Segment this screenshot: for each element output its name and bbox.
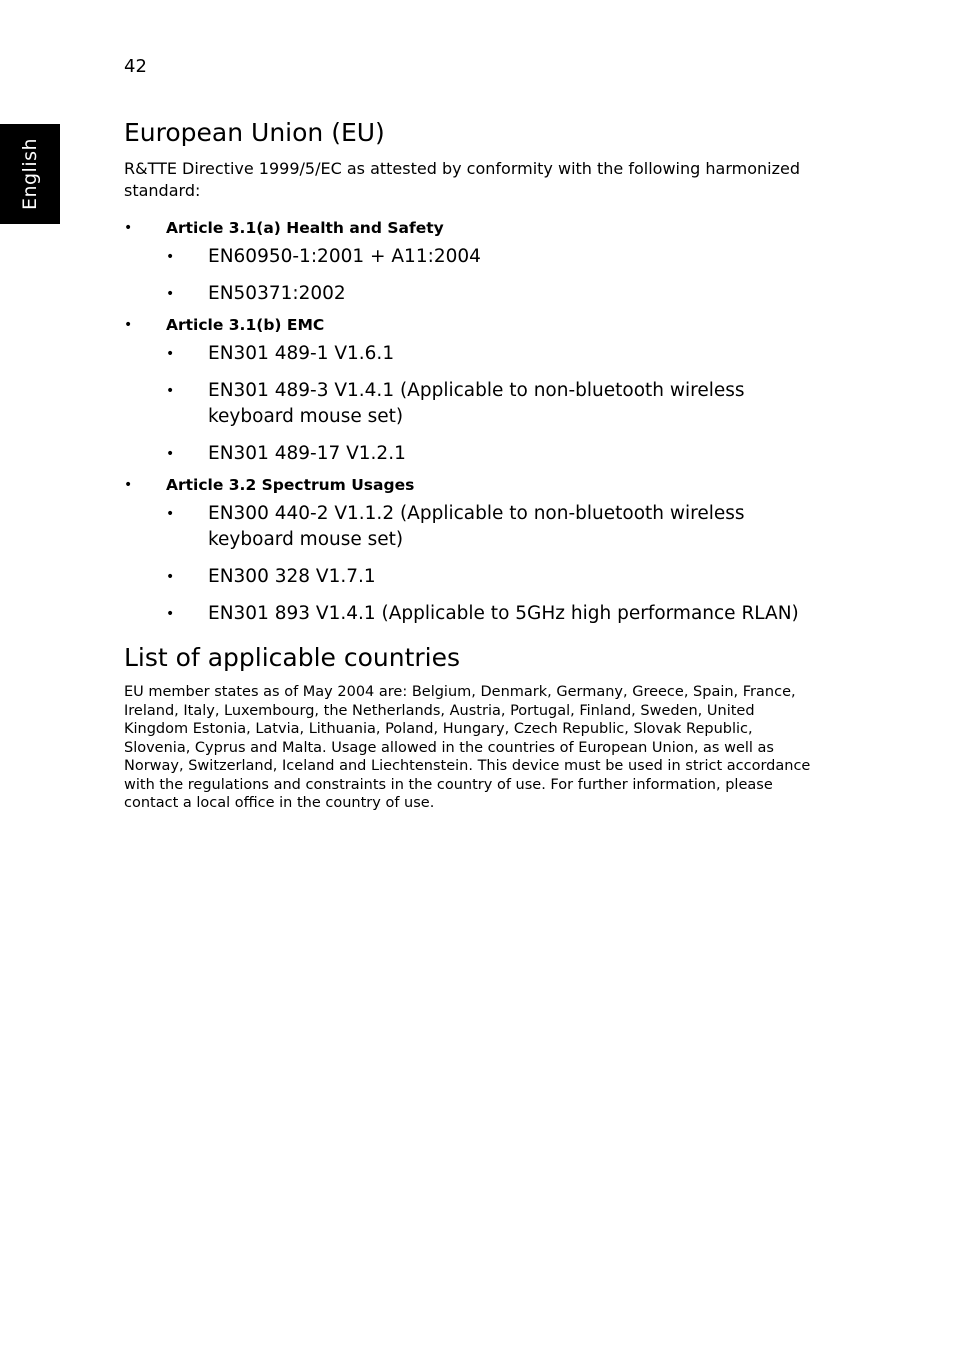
standard-text: EN60950-1:2001 + A11:2004 xyxy=(208,246,481,267)
standard-item xyxy=(166,378,824,430)
standard-item xyxy=(166,244,824,270)
standard-item xyxy=(166,501,824,553)
countries-paragraph: EU member states as of May 2004 are: Belgium, Denmark, Germany, Greece, Spain, France, Ireland, Italy, Luxembourg, the Netherlands, Austria, Portugal, Finland, Sweden, United Kingdom Estonia, Latvia, Lithuania, Poland, Hungary, Czech Republic, Slovak Republic, Slovenia, Cyprus and Malta. Usage allowed in the countries of European Union, as well as Norway, Switzerland, Iceland and Liechtenstein. This device must be used in strict accordance with the regulations and constraints in the country of use. For further information, please contact a local office in the country of use. xyxy=(124,684,811,811)
language-side-tab xyxy=(0,124,60,224)
article-item xyxy=(124,216,824,307)
eu-intro: R&TTE Directive 1999/5/EC as attested by conformity with the following harmonized standard: xyxy=(124,159,800,200)
bullet: • xyxy=(166,606,175,622)
standard-list xyxy=(166,341,824,467)
standard-text: EN301 489-1 V1.6.1 xyxy=(208,343,395,364)
language-tab-label: English xyxy=(19,137,41,211)
standard-text: EN300 440-2 V1.1.2 (Applicable to non-bluetooth wireless keyboard mouse set) xyxy=(208,503,745,550)
article-title: Article 3.2 Spectrum Usages xyxy=(166,476,415,494)
standard-list xyxy=(166,501,824,627)
eu-heading: European Union (EU) xyxy=(124,118,385,147)
page-content xyxy=(124,116,824,813)
countries-heading: List of applicable countries xyxy=(124,643,461,672)
standard-text: EN301 893 V1.4.1 (Applicable to 5GHz high performance RLAN) xyxy=(208,603,799,624)
standard-text: EN301 489-3 V1.4.1 (Applicable to non-bluetooth wireless keyboard mouse set) xyxy=(208,380,745,427)
bullet: • xyxy=(166,569,175,585)
article-title: Article 3.1(a) Health and Safety xyxy=(166,219,444,237)
bullet: • xyxy=(166,506,175,522)
standard-text: EN300 328 V1.7.1 xyxy=(208,566,376,587)
bullet: • xyxy=(166,249,175,265)
standard-item xyxy=(166,601,824,627)
bullet: • xyxy=(166,446,175,462)
standard-list xyxy=(166,244,824,307)
bullet: • xyxy=(166,383,175,399)
bullet: • xyxy=(166,286,175,302)
standard-item xyxy=(166,341,824,367)
article-list xyxy=(124,216,824,627)
page-number: 42 xyxy=(124,56,147,77)
bullet: • xyxy=(124,477,133,493)
article-title: Article 3.1(b) EMC xyxy=(166,316,325,334)
bullet: • xyxy=(124,317,133,333)
bullet: • xyxy=(166,346,175,362)
standard-item xyxy=(166,441,824,467)
standard-text: EN50371:2002 xyxy=(208,283,346,304)
standard-item xyxy=(166,564,824,590)
bullet: • xyxy=(124,220,133,236)
article-item xyxy=(124,313,824,467)
standard-text: EN301 489-17 V1.2.1 xyxy=(208,443,406,464)
standard-item xyxy=(166,281,824,307)
article-item xyxy=(124,473,824,627)
